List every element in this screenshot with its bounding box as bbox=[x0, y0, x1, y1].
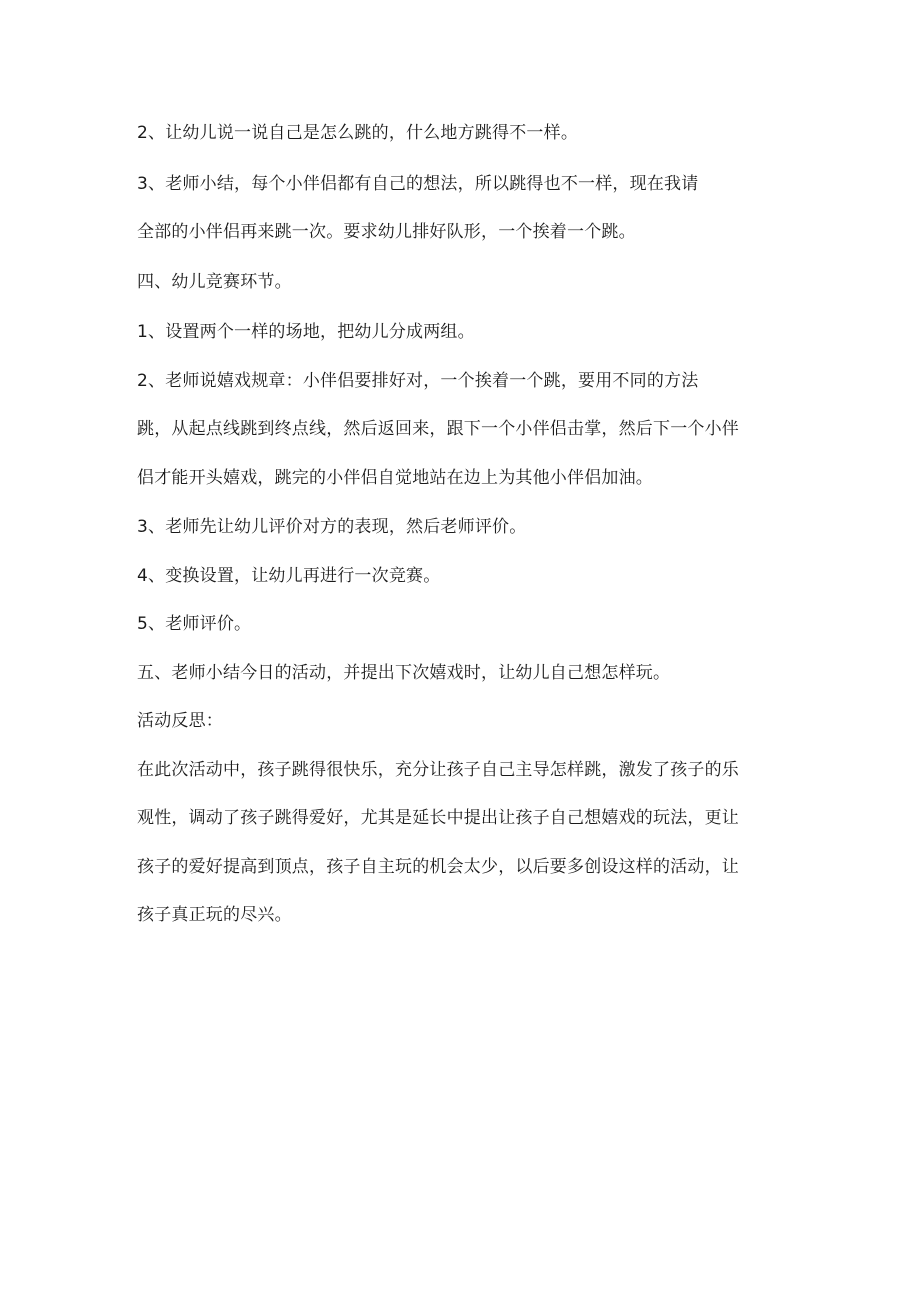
section-4-step-5: 5、老师评价。 bbox=[137, 614, 252, 634]
section-4-heading: 四、幼儿竞赛环节。 bbox=[137, 272, 292, 292]
section-4-step-2-line-3: 侣才能开头嬉戏，跳完的小伴侣自觉地站在边上为其他小伴侣加油。 bbox=[137, 468, 653, 488]
section-4-step-4: 4、变换设置，让幼儿再进行一次竞赛。 bbox=[137, 566, 441, 586]
reflection-line-4: 孩子真正玩的尽兴。 bbox=[137, 905, 292, 925]
step-3-summary-line-2: 全部的小伴侣再来跳一次。要求幼儿排好队形，一个挨着一个跳。 bbox=[137, 222, 636, 242]
section-4-step-3: 3、老师先让幼儿评价对方的表现，然后老师评价。 bbox=[137, 517, 527, 537]
section-4-step-2-line-1: 2、老师说嬉戏规章：小伴侣要排好对，一个挨着一个跳，要用不同的方法 bbox=[137, 371, 699, 391]
section-4-step-1: 1、设置两个一样的场地，把幼儿分成两组。 bbox=[137, 322, 475, 342]
section-5-heading: 五、老师小结今日的活动，并提出下次嬉戏时，让幼儿自己想怎样玩。 bbox=[137, 663, 671, 683]
reflection-line-1: 在此次活动中，孩子跳得很快乐，充分让孩子自己主导怎样跳，激发了孩子的乐 bbox=[137, 760, 739, 780]
section-4-step-2-line-2: 跳，从起点线跳到终点线，然后返回来，跟下一个小伴侣击掌，然后下一个小伴 bbox=[137, 419, 739, 439]
reflection-line-2: 观性，调动了孩子跳得爱好，尤其是延长中提出让孩子自己想嬉戏的玩法，更让 bbox=[137, 808, 739, 828]
step-2-discussion: 2、让幼儿说一说自己是怎么跳的，什么地方跳得不一样。 bbox=[137, 123, 579, 143]
reflection-line-3: 孩子的爱好提高到顶点，孩子自主玩的机会太少，以后要多创设这样的活动，让 bbox=[137, 857, 739, 877]
reflection-heading: 活动反思： bbox=[137, 711, 223, 731]
step-3-summary-line-1: 3、老师小结，每个小伴侣都有自己的想法，所以跳得也不一样，现在我请 bbox=[137, 174, 699, 194]
